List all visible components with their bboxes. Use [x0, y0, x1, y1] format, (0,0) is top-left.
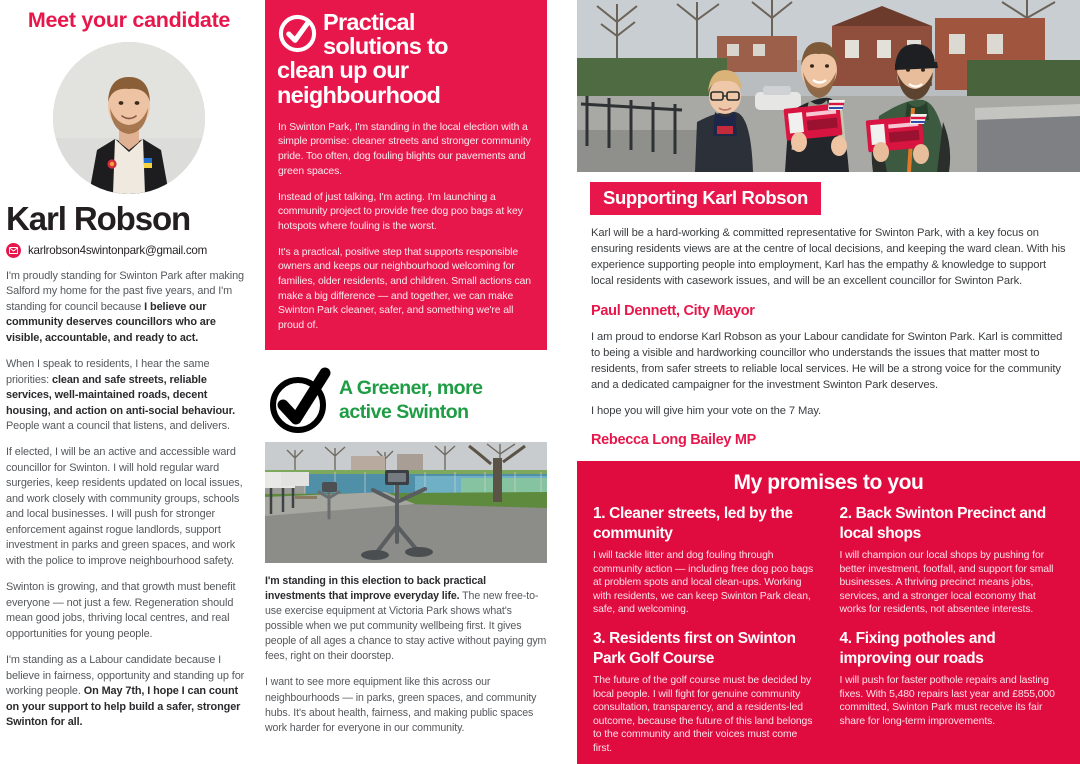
greener-body-1-bold: I'm standing in this election to back practical investments that improve everyday life.: [265, 574, 486, 602]
bio-paragraph-5: [6, 653, 252, 730]
candidate-email-text: karlrobson4swintonpark@gmail.com: [28, 243, 208, 257]
portrait-wrapper: [6, 42, 252, 194]
promise-3-heading: 3. Residents first on Swinton Park Golf Course: [593, 629, 796, 667]
promise-1-heading: 1. Cleaner streets, led by the community: [593, 505, 793, 543]
promise-item-4: [840, 629, 1065, 755]
endorser-rebecca-long-bailey: Rebecca Long Bailey MP: [591, 432, 757, 449]
greener-title: [339, 377, 483, 425]
promise-2-heading: 2. Back Swinton Precinct and local shops: [839, 505, 1046, 543]
practical-title-line2: solutions to: [323, 33, 448, 60]
check-circle-icon: [267, 367, 335, 435]
meet-your-candidate-title: Meet your candidate: [27, 8, 231, 32]
bio-2-tail: People want a council that listens, and delivers.: [6, 420, 230, 432]
practical-paragraph-3: It's a practical, positive step that supports responsible owners and keeps our neighbourhood welcoming for families, older residents, and children. Small actions can make a big difference — and together, we can make Swinton Park cleaner, safer, and something we're all proud of.: [278, 246, 531, 331]
promise-1-body: I will tackle litter and dog fouling through community action — including free dog poo bags at problem spots and local clean-ups. Working with residents, we can keep Swinton Park clean, safe, and welcoming.: [593, 550, 814, 616]
greener-body-1: [265, 574, 547, 665]
bio-1-bold: I believe our community deserves councillors who are visible, accountable, and ready to act.: [6, 300, 216, 344]
practical-paragraph-1: In Swinton Park, I'm standing in the local election with a simple promise: cleaner streets and stronger community pride. Too often, dog fouling blights our pavements and green spaces.: [278, 121, 531, 177]
promise-item-1: [593, 504, 818, 617]
promise-3-body: The future of the golf course must be decided by local people. I will fight for genuine community consultation, transparency, and a residents-led outcome, because the future of this land belongs to the community and their voices must come first.: [593, 675, 813, 754]
middle-column: [265, 0, 547, 764]
promise-4-body: I will push for faster pothole repairs and lasting fixes. With 5,480 repairs last year and £855,000 committed, Swinton Park must receive its fair share for long-term improvements.: [839, 675, 1055, 727]
supporting-banner: Supporting Karl Robson: [590, 182, 821, 215]
practical-title: [277, 9, 448, 108]
candidate-portrait-photo: [53, 42, 205, 194]
bio-5-lead: I'm standing as a Labour candidate because I believe in fairness, opportunity and standing up for working people.: [6, 654, 245, 698]
victoria-park-photo: [265, 442, 547, 563]
promises-title: My promises to you: [733, 471, 924, 494]
candidate-column: [0, 0, 258, 764]
candidate-email-row[interactable]: [6, 243, 252, 258]
greener-body-1-tail: The new free-to-use exercise equipment at Victoria Park shows what's possible when we put community wellbeing first. It gives people of all ages a chance to stay active without paying gym fees, right on their doorstep.: [265, 589, 547, 663]
candidate-name: Karl Robson: [6, 200, 191, 237]
promises-grid: [593, 504, 1064, 755]
endorsement-body: I am proud to endorse Karl Robson as your Labour candidate for Swinton Park. Karl is committed to being a visible and hardworking councillor who understands the issues that matter most to residents, from safer streets to reliable local services. He will be a strong voice for the community and a dedicated campaigner for the investment Swinton Park deserves.: [591, 330, 1063, 391]
practical-paragraph-2: Instead of just talking, I'm acting. I'm launching a community project to provide free dog poo bags at key hotspots where fouling is the worst.: [278, 191, 523, 232]
greener-body-2-tail: I want to see more equipment like this across our neighbourhoods — in parks, green spaces, and community hubs. It's about health, fairness, and making public spaces work harder for everyone in our community.: [265, 676, 537, 734]
bio-5-bold: On May 7th, I hope I can count on your support to help build a safer, stronger Swinton for all.: [6, 685, 241, 729]
promise-4-heading: 4. Fixing potholes and improving our roads: [839, 629, 996, 667]
practical-heading-row: [277, 9, 533, 108]
practical-title-line1: Practical: [323, 9, 415, 35]
check-circle-icon: [278, 14, 317, 53]
endorsement-close: I hope you will give him your vote on the 7 May.: [591, 405, 822, 417]
practical-title-line3: clean up our: [277, 57, 409, 84]
bio-2-bold: clean and safe streets, reliable services, well-maintained roads, decent housing, and action on anti-social behaviour.: [6, 373, 236, 417]
promise-item-2: [840, 504, 1065, 617]
bio-paragraph-3: [6, 445, 252, 569]
promise-item-3: [593, 629, 818, 755]
endorser-paul-dennett: Paul Dennett, City Mayor: [591, 302, 755, 319]
my-promises-panel: [577, 461, 1080, 764]
campaign-team-photo: [577, 0, 1080, 172]
greener-title-line1: A Greener, more: [339, 376, 483, 399]
greener-heading-row: [265, 367, 547, 435]
promise-2-body: I will champion our local shops by pushing for better investment, footfall, and support for small businesses. A thriving precinct means jobs, services, and a stronger local economy that works for residents, not absentee interests.: [839, 550, 1054, 616]
envelope-icon: [6, 243, 21, 258]
bio-paragraph-4: [6, 580, 252, 642]
bio-4-lead: Swinton is growing, and that growth must benefit everyone — not just a few. Regeneration should mean good jobs, thriving local centres, and real opportunities for young people.: [6, 581, 236, 640]
practical-solutions-panel: [265, 0, 547, 350]
supporting-intro-paragraph: Karl will be a hard-working & committed representative for Swinton Park, with a key focus on ensuring residents views are at the centre of local decisions, and keeping the ward clean. With his experience supporting people into employment, Karl has the empathy & knowledge to support local residents with casework issues, and will be an excellent councillor for Swinton Park.: [591, 227, 1066, 288]
practical-title-line4: neighbourhood: [277, 81, 441, 108]
bio-3-lead: If elected, I will be an active and accessible ward councillor for Swinton. I will hold regular ward surgeries, keep residents updated on local issues, and work closely with community groups, schools and local businesses. I will push for stronger enforcement against rogue landlords, support investment in parks and green spaces, and work with the police to improve neighbourhood safety.: [6, 446, 243, 567]
bio-paragraph-2: [6, 357, 252, 434]
bio-paragraph-1: [6, 269, 252, 346]
greener-title-line2: active Swinton: [339, 400, 469, 423]
bio-2-lead: When I speak to residents, I hear the same priorities:: [6, 358, 210, 386]
bio-1-lead: I'm proudly standing for Swinton Park after making Salford my home for the past five years, and I'm standing for council because: [6, 269, 244, 313]
greener-body-2: [265, 675, 547, 736]
supporting-column: [577, 0, 1080, 764]
